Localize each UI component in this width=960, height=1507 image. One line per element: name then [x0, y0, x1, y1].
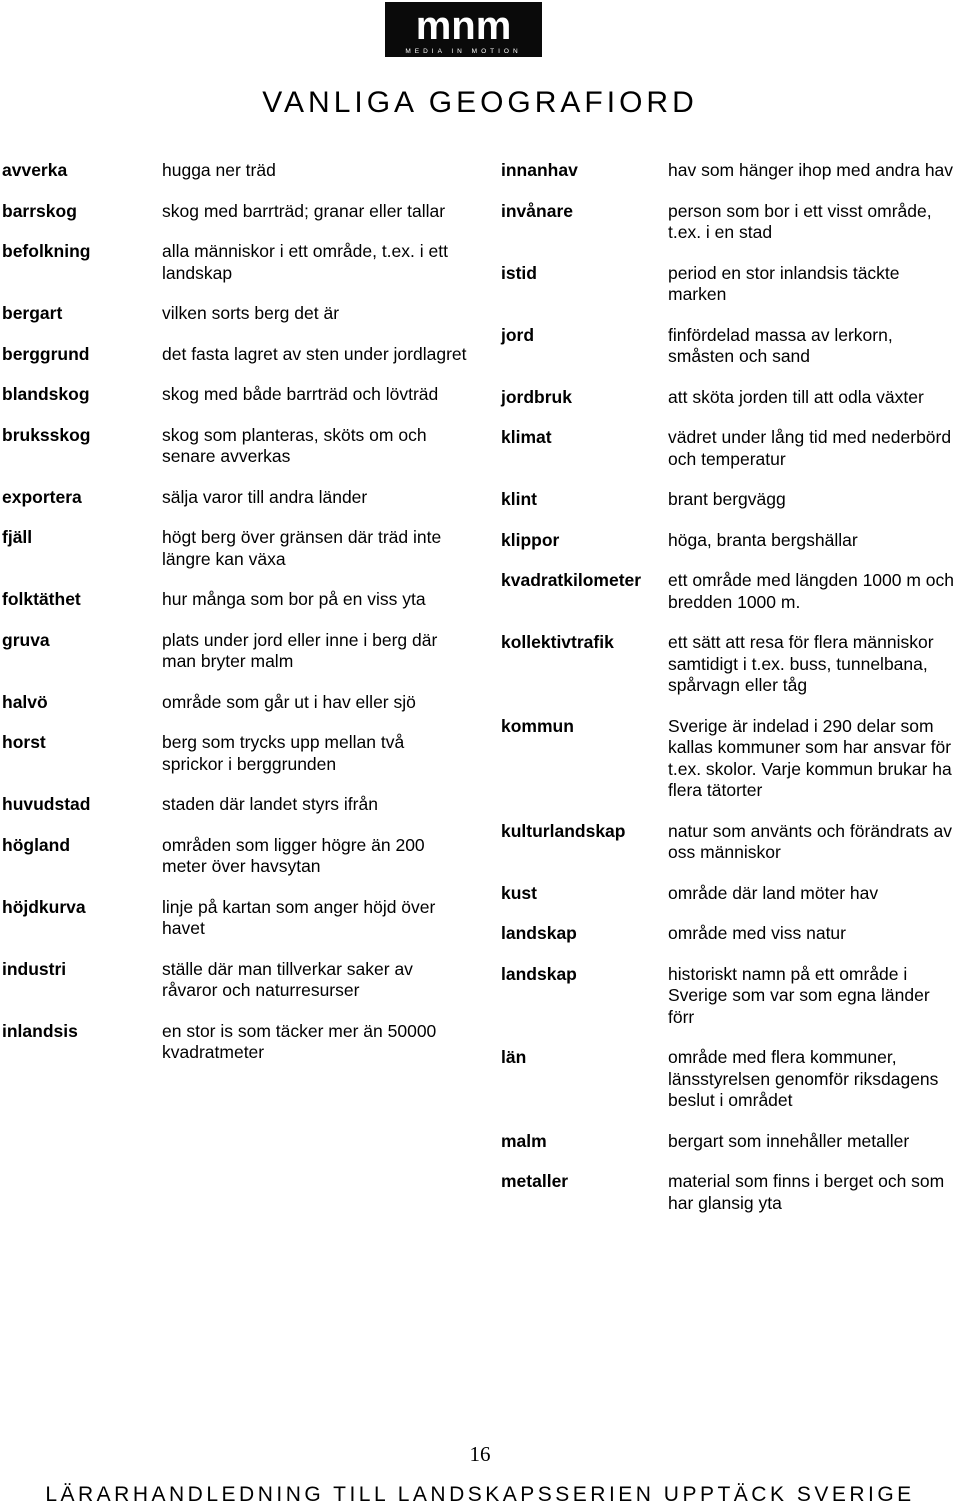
glossary-term: klippor	[501, 529, 560, 550]
glossary-entry	[2, 692, 482, 733]
glossary-definition: ett sätt att resa för flera människor samtidigt i t.ex. buss, tunnelbana, spårvagn eller tåg	[668, 632, 934, 695]
glossary-term: höjdkurva	[2, 896, 86, 917]
glossary-term: berggrund	[2, 343, 90, 364]
glossary-entry	[2, 160, 482, 201]
glossary-entry	[501, 263, 960, 325]
glossary-definition: områden som ligger högre än 200 meter över havsytan	[162, 834, 425, 876]
glossary-entry	[2, 425, 482, 487]
footer-text: LÄRARHANDLEDNING TILL LANDSKAPSSERIEN UPPTÄCK SVERIGE	[45, 1483, 915, 1506]
glossary-definition: historiskt namn på ett område i Sverige som var som egna länder förr	[668, 963, 930, 1027]
glossary-term: inlandsis	[2, 1020, 78, 1041]
glossary-definition: hav som hänger ihop med andra hav	[668, 160, 954, 180]
glossary-term: bergart	[2, 303, 63, 323]
glossary-entry	[501, 489, 960, 530]
glossary-term: landskap	[501, 923, 577, 943]
glossary-definition: vädret under lång tid med nederbörd och temperatur	[668, 427, 952, 469]
glossary-definition: natur som använts och förändrats av oss människor	[668, 820, 953, 862]
glossary-definition: staden där landet styrs ifrån	[162, 794, 378, 814]
glossary-term: invånare	[501, 200, 573, 221]
glossary-entry	[2, 303, 482, 344]
glossary-definition: alla människor i ett område, t.ex. i ett landskap	[162, 241, 448, 283]
glossary-term: horst	[2, 732, 46, 752]
glossary-entry	[501, 427, 960, 489]
glossary-term: metaller	[501, 1171, 569, 1191]
page-number: 16	[469, 1442, 491, 1466]
glossary-term: blandskog	[2, 384, 90, 404]
glossary-term: huvudstad	[2, 794, 91, 814]
glossary-entry	[2, 201, 482, 242]
glossary-term: klint	[501, 489, 537, 509]
glossary-definition: vilken sorts berg det är	[162, 303, 340, 323]
glossary-entry	[2, 344, 482, 385]
glossary-entry	[501, 201, 960, 263]
glossary-term: kommun	[501, 715, 574, 736]
glossary-definition: hur många som bor på en viss yta	[162, 589, 426, 609]
glossary-entry	[2, 527, 482, 589]
glossary-right-column	[501, 160, 960, 1233]
glossary-definition: område som går ut i hav eller sjö	[162, 691, 416, 712]
glossary-entry	[501, 883, 960, 924]
glossary-entry	[501, 530, 960, 571]
glossary-definition: ett område med längden 1000 m och bredden 1000 m.	[668, 570, 955, 612]
glossary-entry	[501, 632, 960, 716]
glossary-term: malm	[501, 1130, 547, 1151]
glossary-definition: område med viss natur	[668, 923, 846, 943]
glossary-entry	[501, 1131, 960, 1172]
glossary-entry	[2, 835, 482, 897]
glossary-definition: material som finns i berget och som har glansig yta	[668, 1171, 945, 1213]
glossary-definition: sälja varor till andra länder	[162, 486, 368, 507]
glossary-entry	[2, 487, 482, 528]
glossary-term: befolkning	[2, 241, 91, 261]
glossary-entry	[2, 1021, 482, 1083]
glossary-definition: linje på kartan som anger höjd över havet	[162, 896, 436, 938]
glossary-entry	[501, 570, 960, 632]
glossary-term: istid	[501, 262, 537, 283]
glossary-definition: period en stor inlandsis täckte marken	[668, 262, 900, 304]
glossary-entry	[2, 897, 482, 959]
glossary-term: jordbruk	[501, 386, 572, 407]
glossary-definition: skog med både barrträd och lövträd	[162, 384, 439, 404]
glossary-definition: högt berg över gränsen där träd inte längre kan växa	[162, 527, 442, 569]
glossary-definition: det fasta lagret av sten under jordlagret	[162, 343, 467, 364]
glossary-term: kvadratkilometer	[501, 570, 642, 590]
glossary-entry	[2, 630, 482, 692]
glossary-entry	[501, 964, 960, 1048]
glossary-entry	[2, 794, 482, 835]
glossary-term: klimat	[501, 427, 552, 447]
glossary-term: exportera	[2, 486, 82, 507]
glossary-definition: en stor is som täcker mer än 50000 kvadratmeter	[162, 1020, 437, 1062]
glossary-entry	[2, 384, 482, 425]
glossary-definition: att sköta jorden till att odla växter	[668, 386, 924, 407]
logo-letters: mnm	[415, 4, 512, 48]
mnm-logo	[385, 2, 542, 57]
glossary-entry	[2, 959, 482, 1021]
glossary-definition: person som bor i ett visst område, t.ex. i en stad	[668, 200, 932, 242]
page-title: VANLIGA GEOGRAFIORD	[262, 86, 698, 119]
glossary-term: fjäll	[2, 527, 33, 547]
logo-graphic	[385, 2, 542, 57]
glossary-definition: berg som trycks upp mellan två sprickor i berggrunden	[162, 732, 405, 774]
glossary-entry	[501, 160, 960, 201]
glossary-term: avverka	[2, 160, 68, 180]
glossary-term: kust	[501, 882, 537, 903]
glossary-entry	[501, 821, 960, 883]
glossary-term: län	[501, 1047, 527, 1067]
glossary-entry	[501, 387, 960, 428]
glossary-term: jord	[501, 324, 535, 345]
glossary-definition: skog med barrträd; granar eller tallar	[162, 200, 446, 221]
glossary-entry	[2, 732, 482, 794]
glossary-term: kulturlandskap	[501, 820, 626, 841]
glossary-term: kollektivtrafik	[501, 632, 614, 652]
glossary-definition: plats under jord eller inne i berg där man bryter malm	[162, 629, 438, 671]
glossary-definition: bergart som innehåller metaller	[668, 1130, 910, 1151]
glossary-definition: hugga ner träd	[162, 160, 276, 180]
glossary-term: industri	[2, 958, 67, 979]
glossary-definition: område där land möter hav	[668, 882, 879, 903]
glossary-term: innanhav	[501, 160, 578, 180]
glossary-definition: område med flera kommuner, länsstyrelsen genomför riksdagens beslut i området	[668, 1047, 939, 1110]
glossary-definition: finfördelad massa av lerkorn, småsten och sand	[668, 324, 893, 366]
glossary-term: landskap	[501, 963, 577, 984]
glossary-entry	[501, 325, 960, 387]
glossary-definition: Sverige är indelad i 290 delar som kallas kommuner som har ansvar för t.ex. skolor. Varje kommun brukar ha flera tätorter	[668, 715, 952, 800]
glossary-term: folktäthet	[2, 589, 81, 609]
logo-tagline: MEDIA IN MOTION	[405, 48, 522, 55]
glossary-term: gruva	[2, 629, 50, 650]
glossary-definition: höga, branta bergshällar	[668, 529, 858, 550]
glossary-entry	[501, 923, 960, 964]
glossary-entry	[2, 241, 482, 303]
glossary-entry	[501, 1171, 960, 1233]
glossary-definition: ställe där man tillverkar saker av råvaror och naturresurser	[162, 958, 413, 1000]
glossary-term: högland	[2, 834, 71, 855]
glossary-definition: brant bergvägg	[668, 489, 786, 509]
glossary-entry	[2, 589, 482, 630]
glossary-left-column	[2, 160, 482, 1083]
glossary-entry	[501, 716, 960, 821]
glossary-term: bruksskog	[2, 424, 91, 445]
glossary-term: barrskog	[2, 200, 77, 221]
glossary-entry	[501, 1047, 960, 1131]
glossary-definition: skog som planteras, sköts om och senare avverkas	[162, 424, 427, 466]
glossary-term: halvö	[2, 691, 48, 712]
